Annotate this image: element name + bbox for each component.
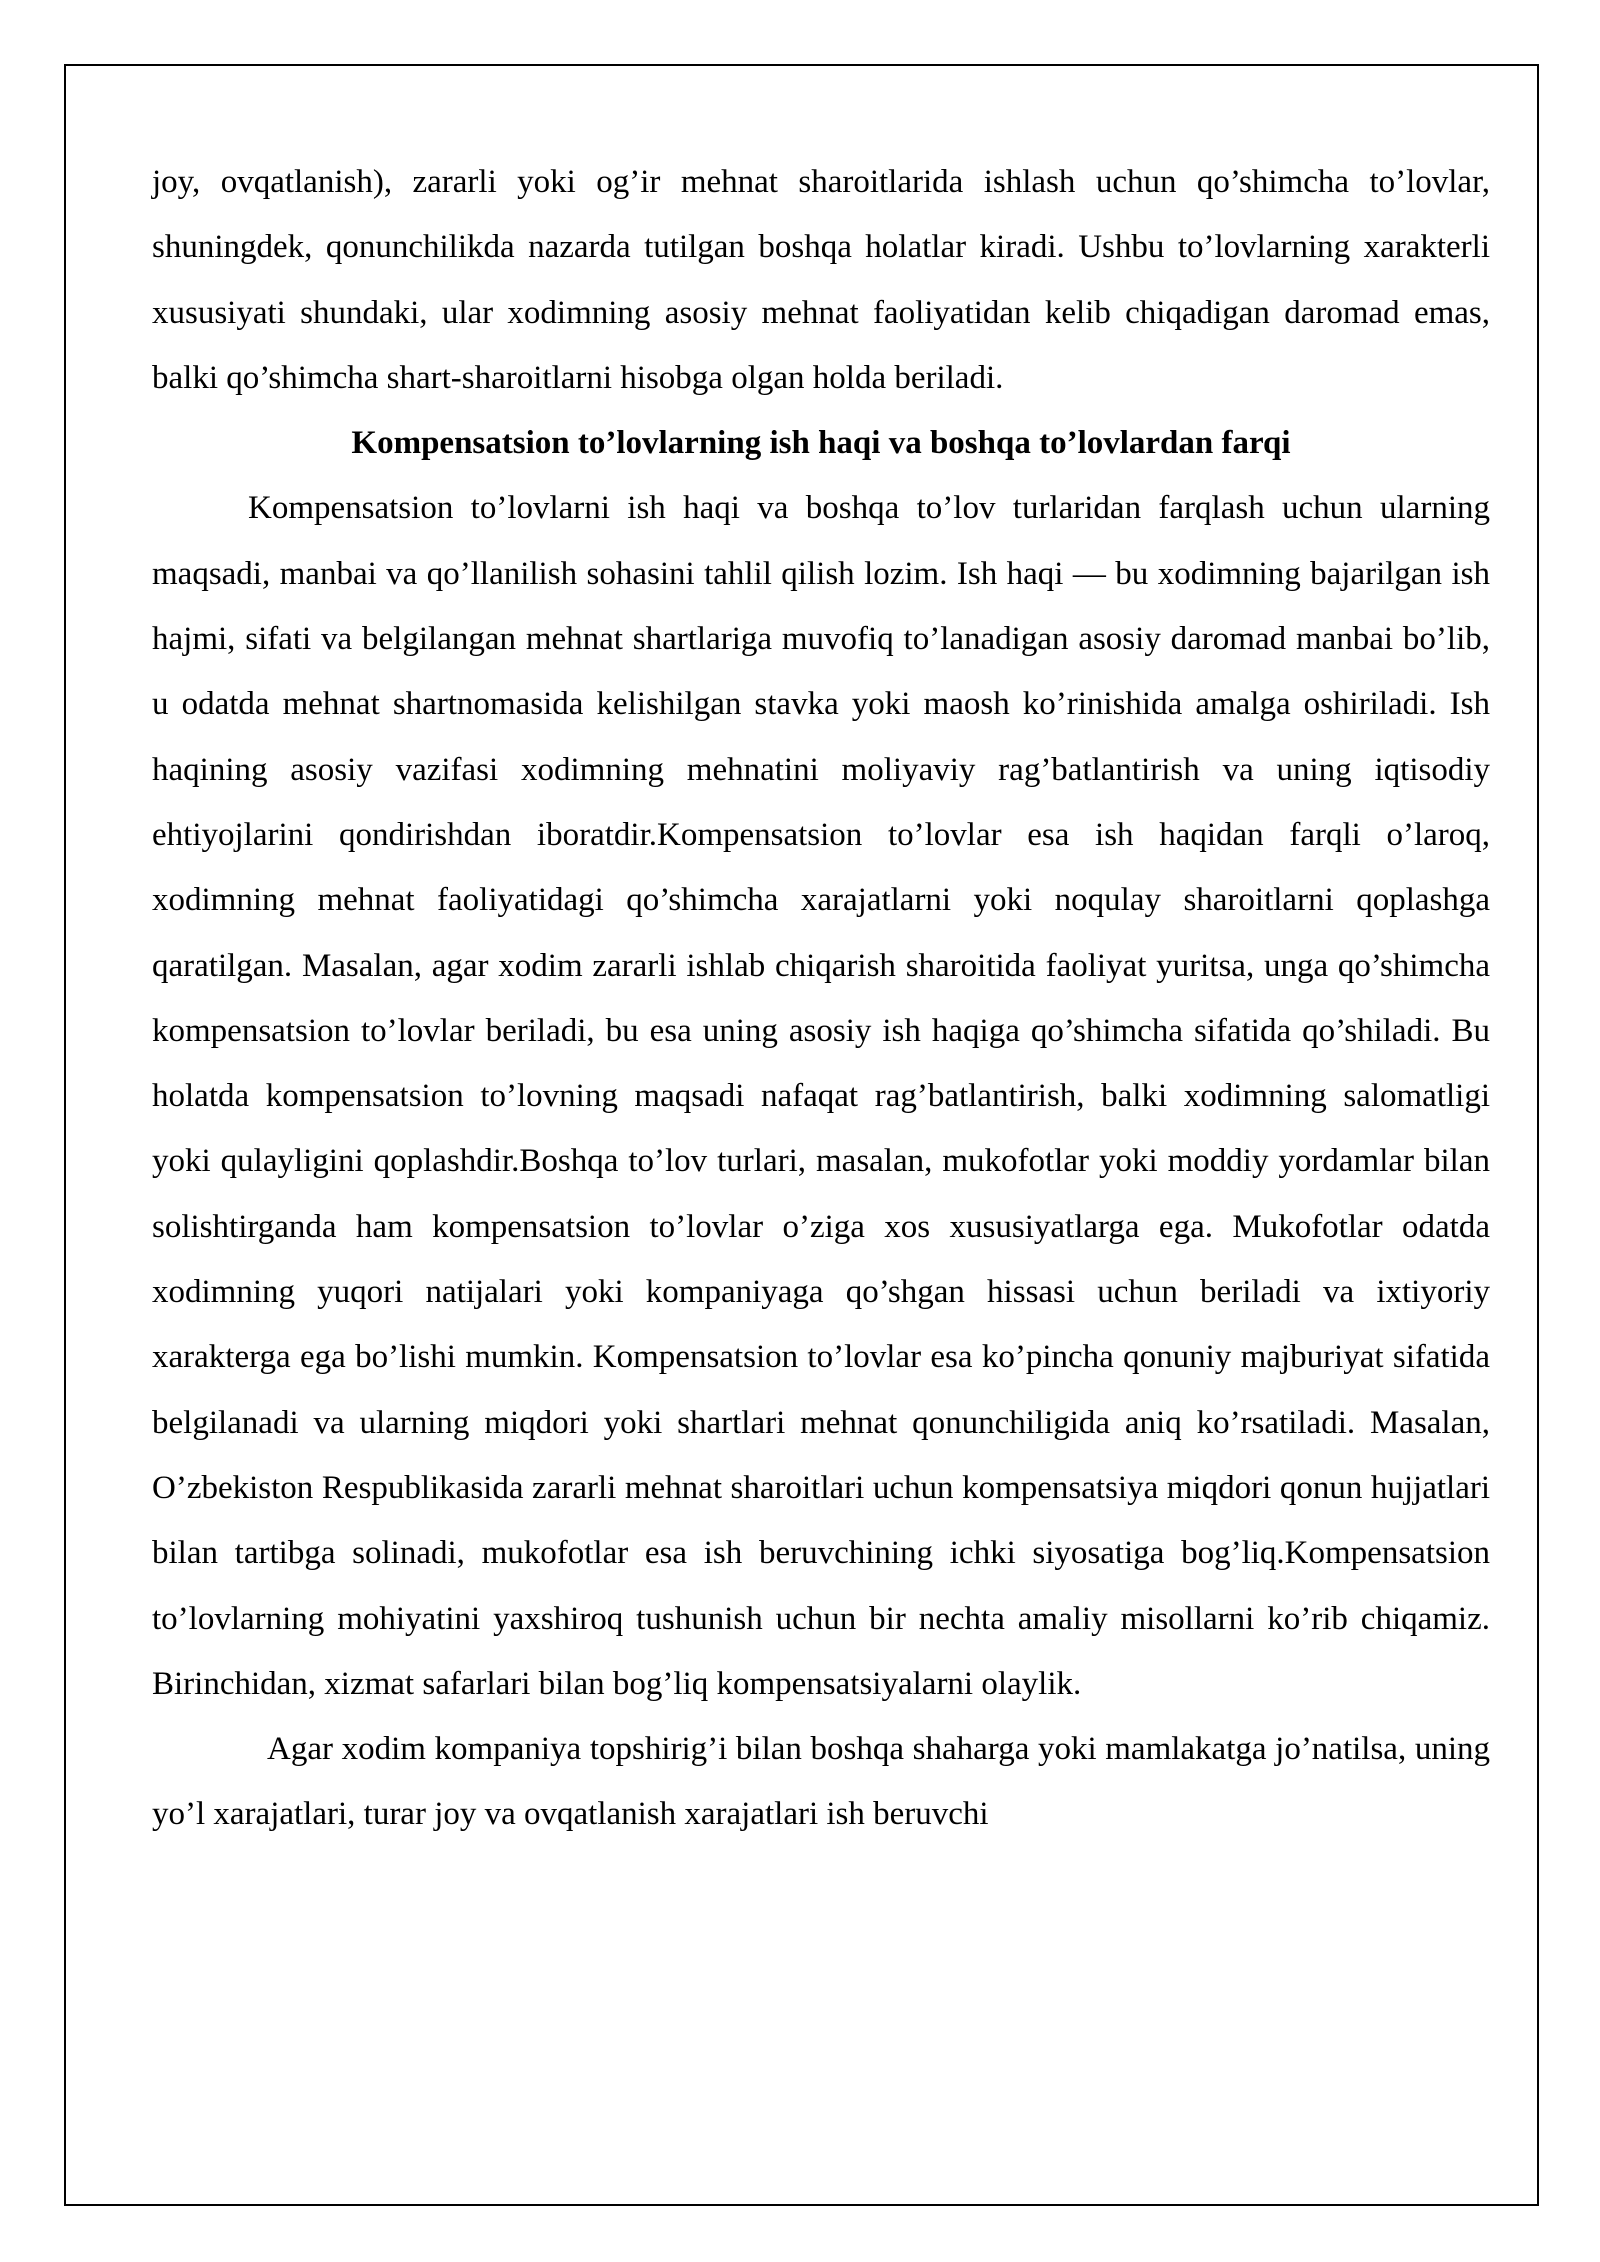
section-heading: Kompensatsion to’lovlarning ish haqi va boshqa to’lovlardan farqi (351, 425, 1291, 462)
paragraph-trailing: Agar xodim kompaniya topshirig’i bilan boshqa shaharga yoki mamlakatga jo’natilsa, uning yo’l xarajatlari, turar joy va ovqatlanish xarajatlari ish beruvchi (152, 1731, 1490, 1833)
paragraph-main: Kompensatsion to’lovlarni ish haqi va boshqa to’lov turlaridan farqlash uchun ularning maqsadi, manbai va qo’llanilish sohasini tahlil qilish lozim. Ish haqi — bu xodimning bajarilgan ish hajmi, sifati va belgilangan mehnat shartlariga muvofiq to’lanadigan asosiy daromad manbai bo’lib, u odatda mehnat shartnomasida kelishilgan stavka yoki maosh ko’rinishida amalga oshiriladi. Ish haqining asosiy vazifasi xodimning mehnatini moliyaviy rag’batlantirish va uning iqtisodiy ehtiyojlarini qondirishdan iboratdir.Kompensatsion to’lovlar esa ish haqidan farqli o’laroq, xodimning mehnat faoliyatidagi qo’shimcha xarajatlarni yoki noqulay sharoitlarni qoplashga qaratilgan. Masalan, agar xodim zararli ishlab chiqarish sharoitida faoliyat yuritsa, unga qo’shimcha kompensatsion to’lovlar beriladi, bu esa uning asosiy ish haqiga qo’shimcha sifatida qo’shiladi. Bu holatda kompensatsion to’lovning maqsadi nafaqat rag’batlantirish, balki xodimning salomatligi yoki qulayligini qoplashdir.Boshqa to’lov turlari, masalan, mukofotlar yoki moddiy yordamlar bilan solishtirganda ham kompensatsion to’lovlar o’ziga xos xususiyatlarga ega. Mukofotlar odatda xodimning yuqori natijalari yoki kompaniyaga qo’shgan hissasi uchun beriladi va ixtiyoriy xarakterga ega bo’lishi mumkin. Kompensatsion to’lovlar esa ko’pincha qonuniy majburiyat sifatida belgilanadi va ularning miqdori yoki shartlari mehnat qonunchiligida aniq ko’rsatiladi. Masalan, O’zbekiston Respublikasida zararli mehnat sharoitlari uchun kompensatsiya miqdori qonun hujjatlari bilan tartibga solinadi, mukofotlar esa ish beruvchining ichki siyosatiga bog’liq.Kompensatsion to’lovlarning mohiyatini yaxshiroq tushunish uchun bir nechta amaliy misollarni ko’rib chiqamiz. Birinchidan, xizmat safarlari bilan bog’liq kompensatsiyalarni olaylik. (152, 490, 1490, 1702)
document-body (152, 150, 1490, 1848)
paragraph-continuation: joy, ovqatlanish), zararli yoki og’ir mehnat sharoitlarida ishlash uchun qo’shimcha to’lovlar, shuningdek, qonunchilikda nazarda tutilgan boshqa holatlar kiradi. Ushbu to’lovlarning xarakterli xususiyati shundaki, ular xodimning asosiy mehnat faoliyatidan kelib chiqadigan daromad emas, balki qo’shimcha shart-sharoitlarni hisobga olgan holda beriladi. (152, 164, 1490, 396)
